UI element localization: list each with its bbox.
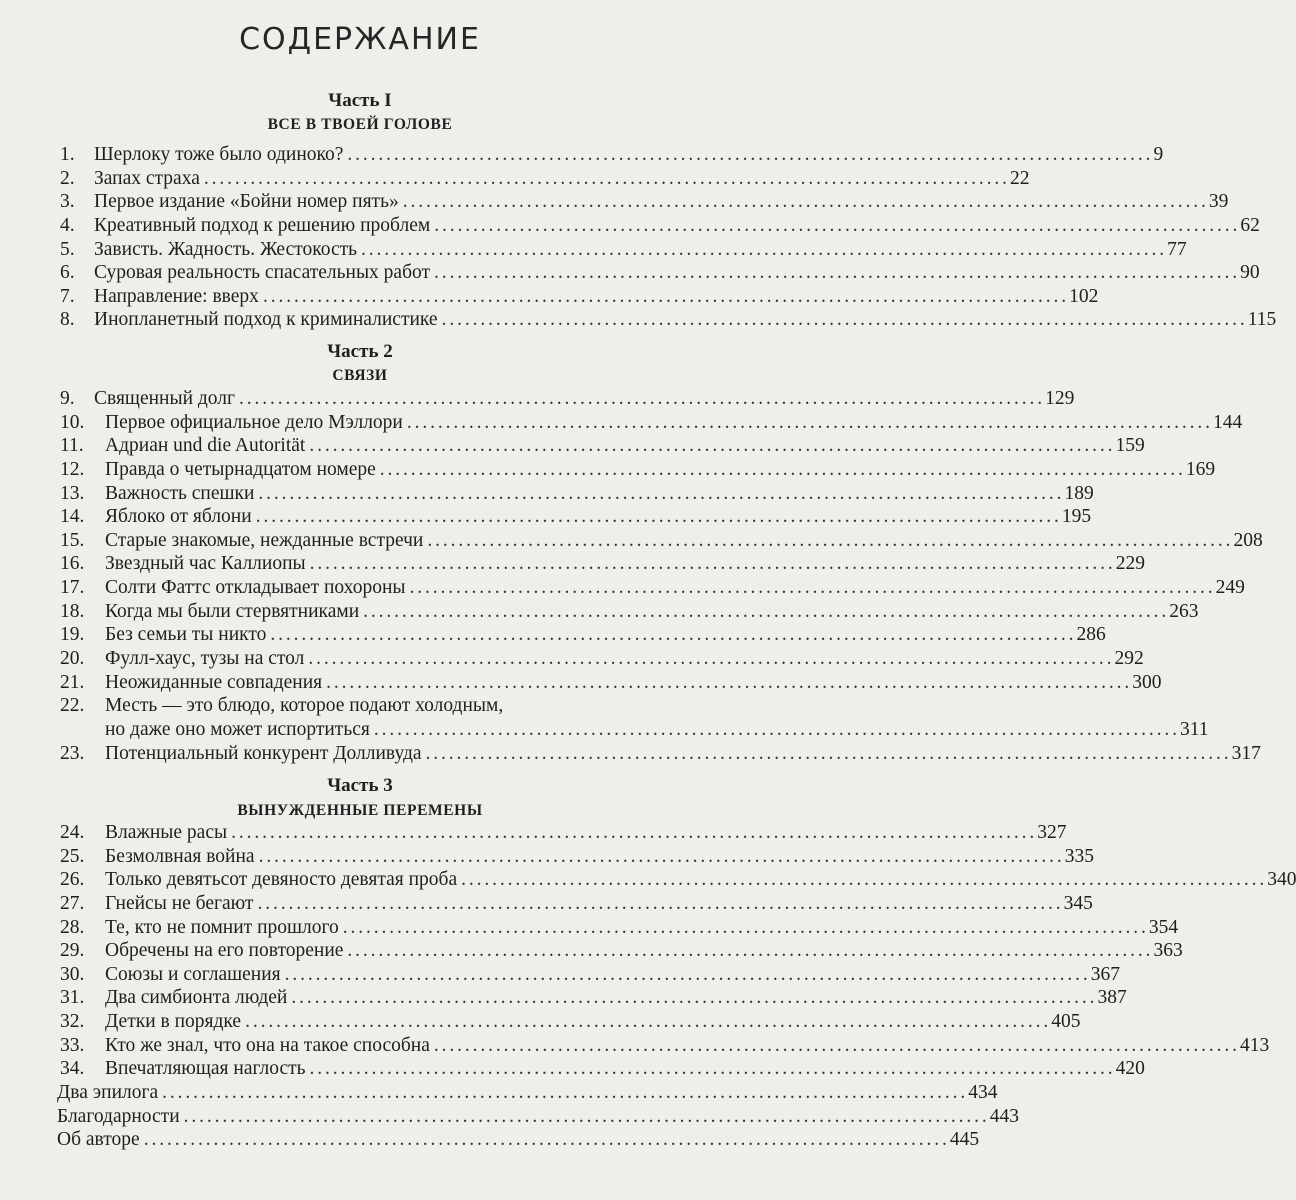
entry-title: Месть — это блюдо, которое подают холодным, [105,695,504,717]
entry-number: 32. [60,1011,85,1033]
dot-leader [270,623,1072,647]
entry-number: 15. [60,529,85,551]
entry-title: Зависть. Жадность. Жестокость [94,238,358,260]
page-title: СОДЕРЖАНИЕ [239,22,481,57]
dot-leader [310,552,1112,576]
toc-entry [60,552,1146,576]
dot-leader [308,647,1110,671]
entry-title: Звездный час Каллиопы [105,553,306,575]
entry-title: Потенциальный конкурент Долливуда [105,742,422,764]
toc-entry [60,167,1030,191]
back-matter-entries [57,1081,1020,1152]
entry-number: 12. [60,458,85,480]
entry-title: Священный долг [94,388,236,409]
dot-leader [442,308,1244,332]
entry-title: Гнейсы не бегают [105,892,254,914]
dot-leader [184,1105,986,1129]
entry-page-number: 22 [1009,167,1030,189]
entry-number: 7. [60,285,75,307]
entry-number: 9. [60,388,75,409]
entry-number: 11. [60,435,84,457]
entry-page-number: 300 [1132,671,1162,693]
entry-title: Обречены на его повторение [105,940,344,962]
entry-page-number: 195 [1061,506,1092,528]
entry-title: Только девятьсот девяносто девятая проба [105,869,458,891]
entry-page-number: 434 [968,1082,998,1103]
toc-entry [60,261,1260,285]
entry-number: 23. [60,742,85,764]
entry-title: Инопланетный подход к криминалистике [94,309,438,331]
entry-page-number: 405 [1051,1011,1081,1033]
entry-title: Неожиданные совпадения [105,671,323,693]
toc-entry [60,190,1229,214]
entry-page-number: 62 [1240,214,1260,236]
dot-leader [427,529,1229,553]
entry-number: 29. [60,940,85,962]
entry-title: Запах страха [94,167,200,189]
entry-number: 20. [60,648,85,670]
part-2-subtitle: СВЯЗИ [332,367,388,384]
entry-title: Без семьи ты никто [105,624,267,646]
entry-page-number: 39 [1208,191,1229,213]
entry-title: Суровая реальность спасательных работ [94,262,431,284]
entry-title: Два эпилога [57,1082,159,1103]
entry-page-number: 387 [1097,987,1127,1009]
dot-leader [434,1034,1236,1058]
entry-page-number: 311 [1179,718,1209,740]
entry-page-number: 102 [1069,285,1099,307]
dot-leader [407,411,1209,435]
toc-entry [60,916,1179,940]
toc-entry [60,434,1145,458]
toc-entry [60,458,1216,482]
dot-leader [403,190,1205,214]
toc-entry [60,868,1296,892]
dot-leader [258,482,1060,506]
entry-number: 4. [60,214,75,236]
dot-leader [231,821,1033,845]
entry-page-number: 445 [949,1129,980,1151]
part-1-subtitle: ВСЕ В ТВОЕЙ ГОЛОВЕ [267,116,453,133]
entry-number: 1. [60,144,75,165]
dot-leader [347,939,1149,963]
entry-page-number: 354 [1148,916,1179,938]
entry-title: Впечатляющая наглость [105,1058,306,1080]
entry-page-number: 367 [1090,963,1120,985]
entry-number: 26. [60,869,85,891]
entry-page-number: 77 [1167,238,1187,260]
dot-leader [263,285,1065,309]
entry-title: Адриан und die Autorität [105,435,306,457]
toc-entry [60,387,1075,411]
dot-leader [285,963,1087,987]
entry-number: 14. [60,506,85,528]
entry-page-number: 159 [1115,435,1145,457]
entry-page-number: 443 [989,1105,1020,1127]
entry-title: Об авторе [57,1129,140,1151]
toc-entry [60,600,1199,624]
dot-leader [347,143,1149,167]
dot-leader [426,742,1228,766]
entry-page-number: 189 [1064,482,1094,504]
toc-entry [60,411,1243,435]
toc-entry [60,238,1187,262]
dot-leader [434,261,1236,285]
dot-leader [409,576,1211,600]
entry-title: Благодарности [57,1105,180,1127]
entry-title: Влажные расы [105,822,228,843]
part-3-entries [60,821,1296,1081]
dot-leader [239,387,1041,411]
toc-entry [60,1010,1081,1034]
entry-page-number: 115 [1247,309,1277,331]
dot-leader [343,916,1145,940]
dot-leader [245,1010,1047,1034]
entry-page-number: 249 [1215,577,1245,599]
part-2-heading: Часть 2 [327,341,393,362]
entry-number: 34. [60,1058,85,1080]
entry-page-number: 129 [1045,388,1075,409]
entry-title: Кто же знал, что она на такое способна [105,1034,430,1056]
entry-page-number: 144 [1213,411,1243,433]
dot-leader [363,600,1165,624]
entry-number: 19. [60,624,85,646]
entry-number: 6. [60,262,75,284]
entry-title: Правда о четырнадцатом номере [105,458,376,480]
dot-leader [309,434,1111,458]
entry-number: 18. [60,600,85,622]
entry-page-number: 292 [1114,648,1144,670]
entry-title: Важность спешки [105,482,255,504]
entry-title: Креативный подход к решению проблем [94,214,431,236]
toc-entry [60,939,1183,963]
toc-entry [60,821,1067,845]
entry-title: Фулл-хаус, тузы на стол [105,648,305,670]
entry-page-number: 286 [1076,624,1106,646]
back-matter-entry [57,1128,980,1152]
entry-title: Когда мы были стервятниками [105,600,360,622]
entry-page-number: 420 [1115,1058,1145,1080]
toc-entry [60,285,1099,309]
toc-entry [60,143,1164,167]
entry-page-number: 317 [1231,742,1261,764]
toc-entry [60,694,1209,741]
entry-title-continued: но даже оно может испортиться [105,718,370,740]
entry-number: 27. [60,892,85,914]
entry-title: Первое официальное дело Мэллори [105,411,403,433]
dot-leader [204,167,1006,191]
dot-leader [310,1057,1112,1081]
dot-leader [380,458,1182,482]
entry-number: 16. [60,553,85,575]
entry-title: Яблоко от яблони [105,506,252,528]
entry-title: Два симбионта людей [105,987,288,1009]
dot-leader [361,238,1163,262]
entry-page-number: 327 [1037,822,1067,843]
toc-entry [60,1057,1145,1081]
part-3-subtitle: ВЫНУЖДЕННЫЕ ПЕРЕМЕНЫ [237,802,483,819]
back-matter-entry [57,1081,998,1105]
toc-entry [60,892,1093,916]
entry-page-number: 413 [1240,1034,1270,1056]
entry-page-number: 345 [1063,892,1093,914]
entry-page-number: 335 [1064,845,1094,867]
entry-number: 30. [60,963,85,985]
entry-page-number: 9 [1153,144,1164,165]
toc-entry [60,623,1106,647]
entry-number: 13. [60,482,85,504]
entry-page-number: 363 [1153,940,1183,962]
dot-leader [434,214,1236,238]
entry-page-number: 169 [1185,458,1216,480]
toc-entry [60,986,1127,1010]
toc-entry [60,529,1263,553]
entry-page-number: 263 [1169,600,1199,622]
dot-leader [461,868,1263,892]
entry-title: Первое издание «Бойни номер пять» [94,191,399,213]
dot-leader [326,671,1128,695]
part-2-entries [60,387,1263,765]
entry-title: Союзы и соглашения [105,963,281,985]
dot-leader [374,718,1176,742]
part-1-entries [60,143,1277,332]
entry-number: 8. [60,309,75,331]
entry-number: 25. [60,845,85,867]
entry-number: 21. [60,671,85,693]
dot-leader [257,892,1059,916]
part-3-heading: Часть 3 [327,775,393,796]
entry-title: Детки в порядке [105,1011,242,1033]
entry-number: 24. [60,822,85,843]
toc-entry [60,742,1261,766]
entry-number: 2. [60,167,75,189]
dot-leader [144,1128,946,1152]
toc-entry [60,214,1260,238]
toc-entry [60,308,1277,332]
entry-title: Солти Фаттс откладывает похороны [105,577,406,599]
entry-number: 17. [60,577,85,599]
toc-entry [60,671,1162,695]
entry-number: 10. [60,411,85,433]
part-1-heading: Часть I [328,90,392,111]
dot-leader [256,505,1058,529]
toc-entry [60,647,1144,671]
entry-title: Старые знакомые, нежданные встречи [105,529,424,551]
toc-entry [60,963,1120,987]
entry-number: 31. [60,987,85,1009]
entry-number: 22. [60,695,85,717]
entry-number: 28. [60,916,85,938]
entry-title: Шерлоку тоже было одиноко? [94,144,344,165]
entry-title: Направление: вверх [94,285,259,307]
entry-number: 3. [60,191,75,213]
dot-leader [291,986,1093,1010]
toc-entry [60,576,1245,600]
entry-page-number: 90 [1240,262,1260,284]
toc-entry [60,482,1094,506]
dot-leader [259,845,1061,869]
entry-page-number: 229 [1115,553,1146,575]
back-matter-entry [57,1105,1020,1129]
entry-title: Безмолвная война [105,845,255,867]
entry-number: 5. [60,238,75,260]
entry-number: 33. [60,1034,85,1056]
entry-page-number: 340 [1267,869,1296,891]
toc-entry [60,505,1092,529]
toc-entry [60,845,1094,869]
entry-title: Те, кто не помнит прошлого [105,916,339,938]
dot-leader [162,1081,964,1105]
entry-page-number: 208 [1233,529,1263,551]
toc-entry [60,1034,1270,1058]
